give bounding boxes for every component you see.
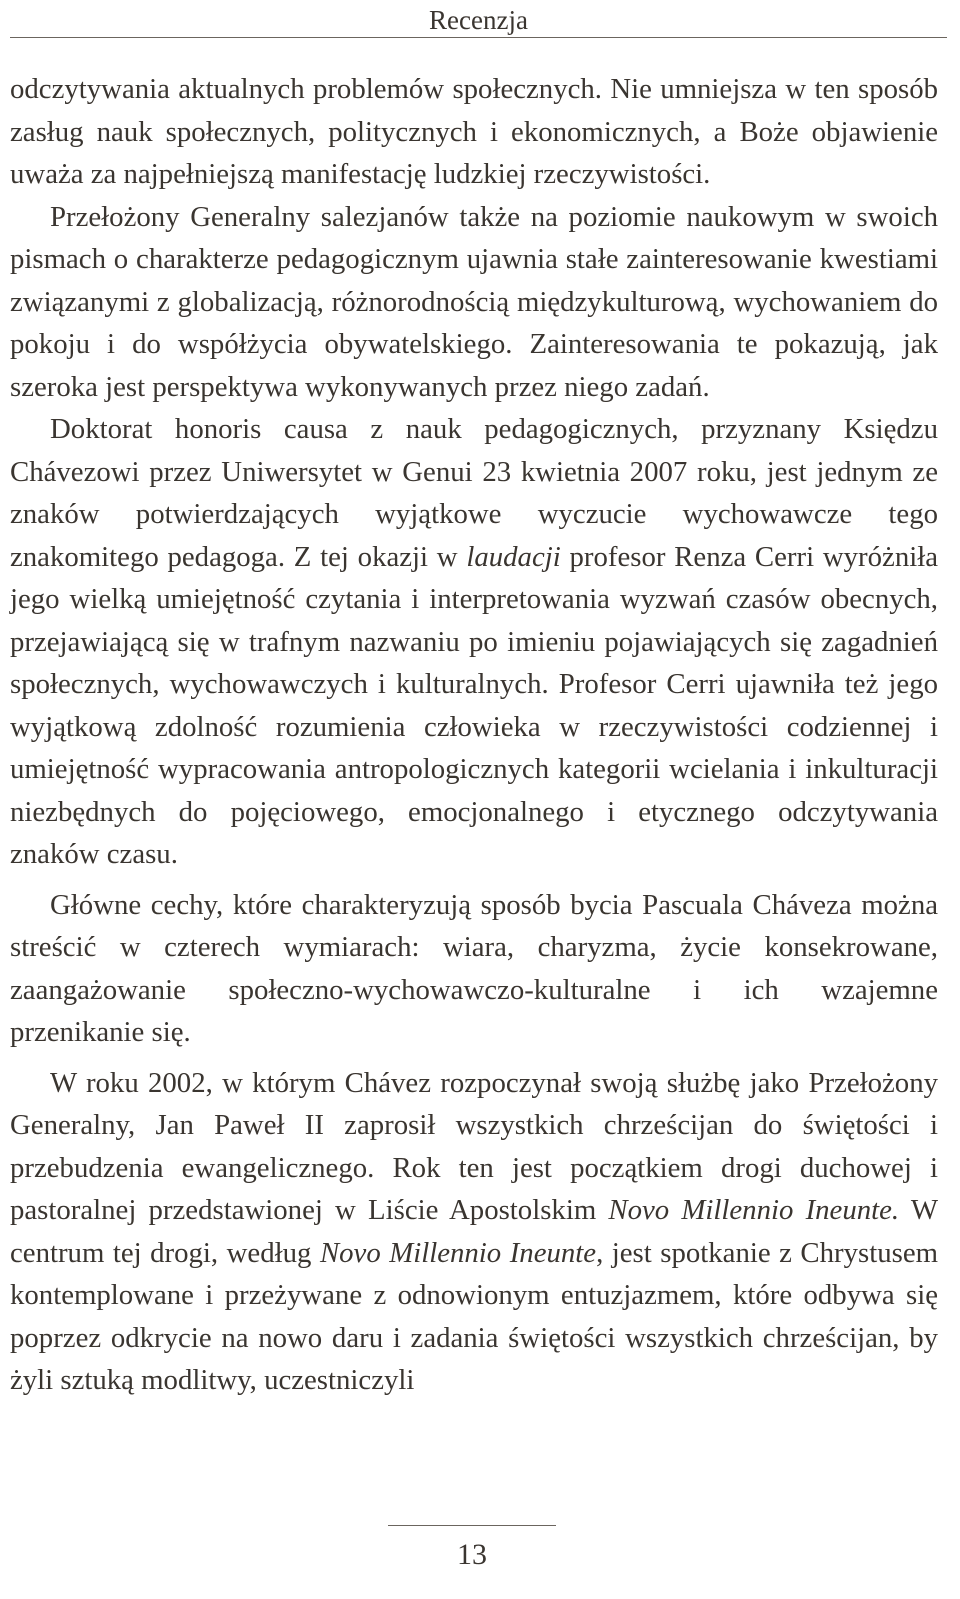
paragraph-3-text-b: profesor Renza Cerri wyróżniła jego wielką umiejętność czytania i interpretowania wyzwań czasów obecnych, przejawiającą się w trafnym nazwaniu po imieniu pojawiających się zagadnień społecznych, wychowawczych i kulturalnych. Profesor Cerri ujawniła też jego wyjątkową zdolność rozumienia człowieka w rzeczywistości codziennej i umiejętność wypracowania antropologicznych kategorii wcielania i inkulturacji niezbędnych do pojęciowego, emocjonalnego i etycznego odczytywania znaków czasu. xyxy=(10,540,938,870)
page-number: 13 xyxy=(457,1538,487,1571)
folio-rule xyxy=(388,1525,556,1526)
paragraph-5-text-b: W centrum tej drogi, według xyxy=(10,1194,938,1269)
body-text xyxy=(10,68,938,1402)
running-title: Recenzja xyxy=(429,5,528,35)
paragraph-5-text-c: , jest spotkanie z Chrystusem kontemplowane i przeżywane z odnowionym entuzjazmem, które odbywa się poprzez odkrycie na nowo daru i zadania świętości wszystkich chrześcijan, by żyli sztuką modlitwy, uczestniczyli xyxy=(10,1236,939,1396)
paragraph-4: Główne cechy, które charakteryzują sposób bycia Pascuala Cháveza można streścić w czterech wymiarach: wiara, charyzma, życie konsekrowane, zaangażowanie społeczno-wychowawczo-kulturalne i ich wzajemne przenikanie się. xyxy=(10,888,938,1048)
paragraph-5 xyxy=(10,1062,938,1402)
novo-millennio-title-2: Novo Millennio Ineunte xyxy=(319,1236,597,1269)
paragraph-3 xyxy=(10,408,938,876)
laudacji-italic: laudacji xyxy=(466,540,561,573)
novo-millennio-title-1: Novo Millennio Ineunte. xyxy=(608,1194,900,1226)
paragraph-1: odczytywania aktualnych problemów społecznych. Nie umniejsza w ten sposób zasług nauk społecznych, politycznych i ekonomicznych, a Boże objawienie uważa za najpełniejszą manifestację ludzkiej rzeczywistości. xyxy=(10,73,938,190)
running-head xyxy=(10,0,947,38)
paragraph-2: Przełożony Generalny salezjanów także na poziomie naukowym w swoich pismach o charakterze pedagogicznym ujawnia stałe zainteresowanie kwestiami związanymi z globalizacją, różnorodnością międzykulturową, wychowaniem do pokoju i do współżycia obywatelskiego. Zainteresowania te pokazują, jak szeroka jest perspektywa wykonywanych przez niego zadań. xyxy=(10,200,938,403)
paragraph-5-text-a: W roku 2002, w którym Chávez rozpoczynał swoją służbę jako Przełożony Generalny, Jan Paweł II zaprosił wszystkich chrześcijan do świętości i przebudzenia ewangelicznego. Rok ten jest początkiem drogi duchowej i pastoralnej przedstawionej w Liście Apostolskim xyxy=(10,1066,938,1226)
paragraph-3-text-a: Doktorat honoris causa z nauk pedagogicznych, przyznany Księdzu Chávezowi przez Uniwersytet w Genui 23 kwietnia 2007 roku, jest jednym ze znaków potwierdzających wyjątkowe wyczucie wychowawcze tego znakomitego pedagoga. Z tej okazji w xyxy=(10,413,938,573)
